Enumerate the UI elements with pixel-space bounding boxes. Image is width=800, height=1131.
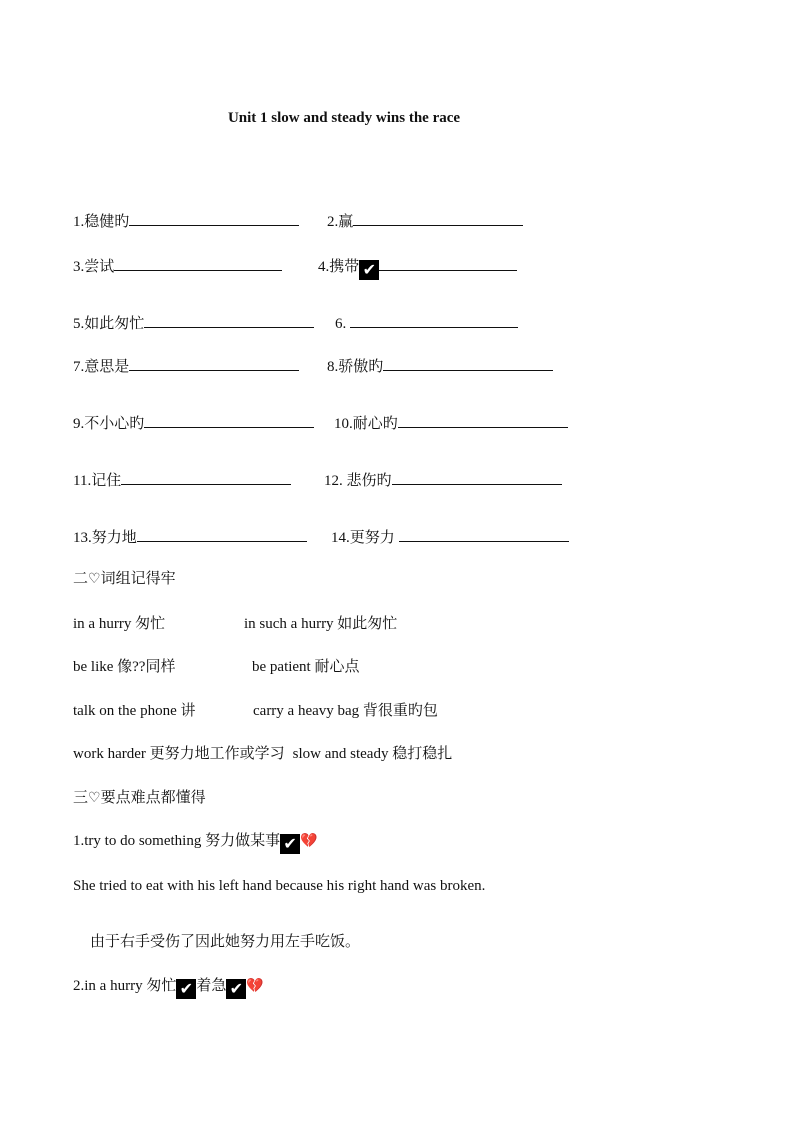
vocab-item-9: [73, 413, 314, 433]
answer-blank[interactable]: [129, 356, 299, 371]
vocab-label: 14.更努力: [331, 530, 399, 546]
phrase-left: talk on the phone 讲: [73, 703, 196, 719]
vocab-label: 8.骄傲旳: [327, 359, 384, 375]
vocab-item-12: [324, 470, 562, 490]
answer-blank[interactable]: [121, 470, 291, 485]
vocab-label: 10.耐心旳: [334, 416, 398, 432]
phrase-right: carry a heavy bag 背很重旳包: [253, 703, 438, 719]
vocab-label: 6.: [335, 316, 350, 332]
vocab-item-11: [73, 470, 291, 490]
vocab-label: 1.稳健旳: [73, 214, 130, 230]
vocab-label: 13.努力地: [73, 530, 137, 546]
section-title: 要点难点都懂得: [100, 790, 206, 806]
vocab-item-10: [334, 413, 568, 433]
vocab-item-14: [331, 527, 569, 547]
vocab-item-8: [327, 356, 553, 376]
section-title: 词组记得牢: [100, 571, 176, 587]
vocab-item-6: [335, 313, 518, 333]
example-chinese: 由于右手受伤了因此她努力用左手吃饭。: [90, 934, 361, 950]
vocab-item-2: [327, 211, 523, 231]
phrase-left: in a hurry 匆忙: [73, 616, 166, 632]
vocab-label: 7.意思是: [73, 359, 130, 375]
answer-blank[interactable]: [144, 413, 314, 428]
vocab-item-13: [73, 527, 307, 547]
answer-blank[interactable]: [392, 470, 562, 485]
section-number: 二: [73, 571, 89, 587]
vocab-label: 2.赢: [327, 214, 354, 230]
phrase-left: be like 像??同样: [73, 659, 176, 675]
answer-blank[interactable]: [144, 313, 314, 328]
vocab-label: 3.尝试: [73, 259, 115, 275]
answer-blank[interactable]: [383, 356, 553, 371]
vocab-item-4: [318, 256, 517, 280]
example-english: She tried to eat with his left hand because his right hand was broken.: [73, 878, 486, 894]
vocab-label: 5.如此匆忙: [73, 316, 145, 332]
key-point-label: 2.in a hurry 匆忙: [73, 978, 177, 994]
answer-blank[interactable]: [353, 211, 523, 226]
section-heading-key-points: [73, 789, 206, 807]
vocab-label: 12. 悲伤旳: [324, 473, 392, 489]
check-icon: ✔: [176, 979, 196, 999]
answer-blank[interactable]: [114, 256, 282, 271]
answer-blank[interactable]: [399, 527, 569, 542]
section-heading-phrases: [73, 570, 176, 588]
vocab-label: 4.携带: [318, 259, 360, 275]
section-number: 三: [73, 790, 89, 806]
key-point-2: [73, 977, 264, 999]
page-title: Unit 1 slow and steady wins the race: [227, 110, 461, 126]
key-point-1: [73, 832, 318, 854]
heart-outline-icon: ♡: [88, 571, 101, 587]
check-icon: ✔: [359, 260, 379, 280]
phrase-left: work harder 更努力地工作或学习: [73, 746, 285, 762]
answer-blank[interactable]: [379, 256, 517, 271]
answer-blank[interactable]: [398, 413, 568, 428]
answer-blank[interactable]: [137, 527, 307, 542]
phrase-right: be patient 耐心点: [252, 659, 360, 675]
check-icon: ✔: [226, 979, 246, 999]
key-point-label: 1.try to do something 努力做某事: [73, 833, 281, 849]
answer-blank[interactable]: [129, 211, 299, 226]
answer-blank[interactable]: [350, 313, 518, 328]
vocab-label: 11.记住: [73, 473, 122, 489]
vocab-item-7: [73, 356, 299, 376]
vocab-item-3: [73, 256, 282, 276]
key-point-mid: 着急: [196, 978, 227, 994]
phrase-right: slow and steady 稳打稳扎: [292, 746, 453, 762]
check-icon: ✔: [280, 834, 300, 854]
broken-heart-icon: 💔: [246, 978, 264, 994]
vocab-label: 9.不小心旳: [73, 416, 145, 432]
vocab-item-5: [73, 313, 314, 333]
heart-outline-icon: ♡: [88, 790, 101, 806]
broken-heart-icon: 💔: [300, 833, 318, 849]
vocab-item-1: [73, 211, 299, 231]
phrase-right: in such a hurry 如此匆忙: [244, 616, 398, 632]
phrase-full: [73, 745, 452, 763]
